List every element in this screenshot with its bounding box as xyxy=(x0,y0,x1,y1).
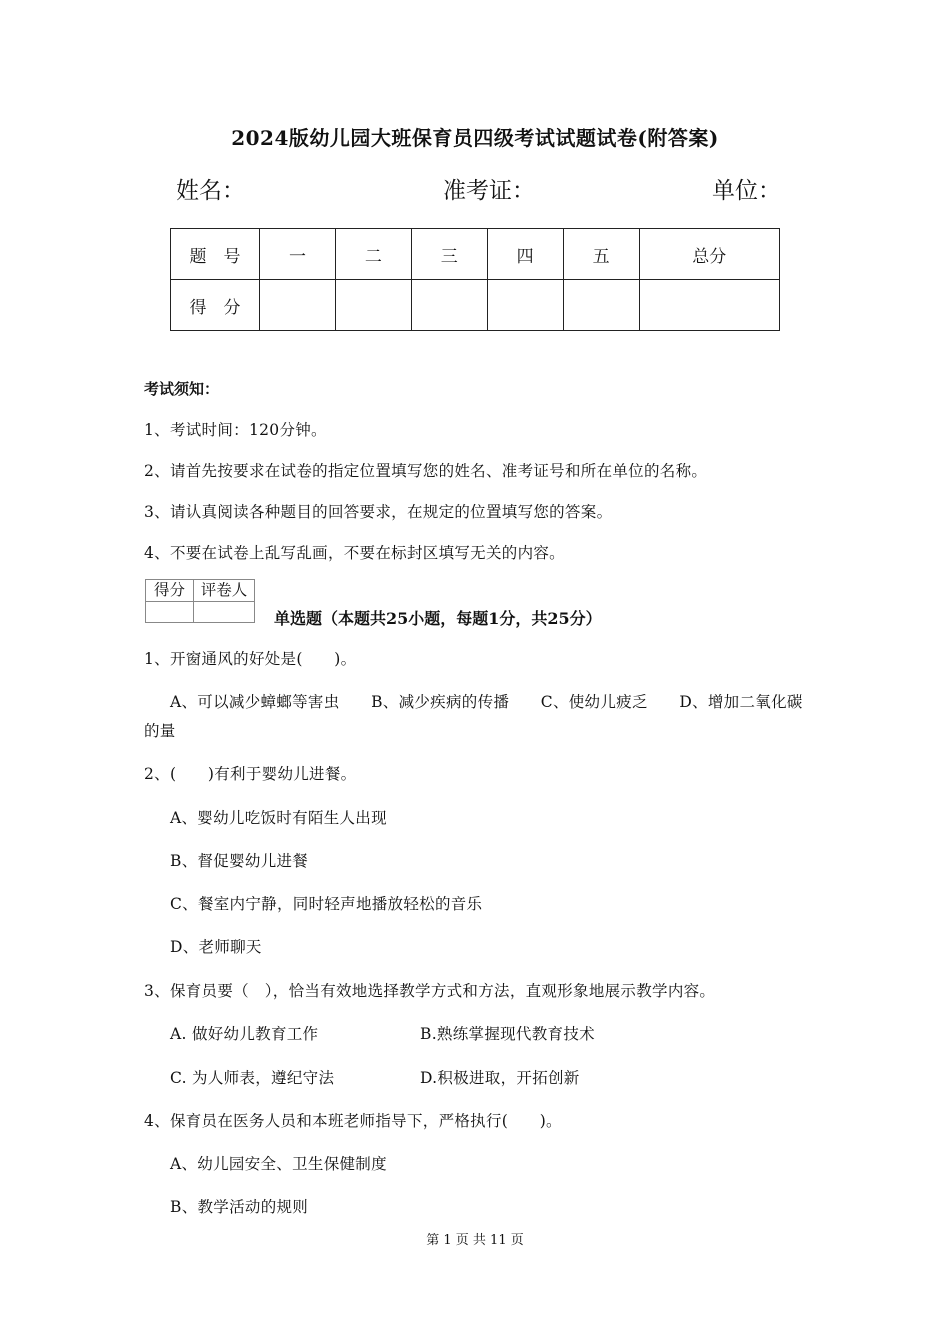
score-table-header-5: 五 xyxy=(563,229,639,280)
score-table xyxy=(170,228,780,331)
exam-id-label: 准考证： xyxy=(443,178,535,204)
notice-item: 4、不要在试卷上乱写乱画，不要在标封区填写无关的内容。 xyxy=(144,544,565,562)
scorer-grader-label: 评卷人 xyxy=(194,580,254,602)
scorer-box xyxy=(145,579,255,623)
question-options: A、可以减少蟑螂等害虫 B、减少疾病的传播 C、使幼儿疲乏 D、增加二氧化碳 xyxy=(170,693,803,711)
question-stem: 4、保育员在医务人员和本班老师指导下，严格执行( )。 xyxy=(144,1112,562,1130)
notice-heading: 考试须知： xyxy=(144,380,220,398)
option-a: A、婴幼儿吃饭时有陌生人出现 xyxy=(170,809,387,827)
unit-label: 单位： xyxy=(712,178,781,204)
score-table-header-4: 四 xyxy=(487,229,563,280)
score-cell xyxy=(639,280,779,331)
option-d: D、老师聊天 xyxy=(170,938,262,956)
score-table-header-row xyxy=(171,229,780,280)
option-b: B.熟练掌握现代教育技术 xyxy=(420,1025,595,1043)
score-table-row-label: 得 分 xyxy=(171,280,260,331)
question-stem: 1、开窗通风的好处是( )。 xyxy=(144,650,357,668)
scorer-divider xyxy=(193,602,194,622)
question-stem: 3、保育员要（ ），恰当有效地选择教学方式和方法，直观形象地展示教学内容。 xyxy=(144,982,716,1000)
score-table-header-total: 总分 xyxy=(639,229,779,280)
question-stem: 2、( )有利于婴幼儿进餐。 xyxy=(144,765,357,783)
score-cell xyxy=(487,280,563,331)
option-a: A、幼儿园安全、卫生保健制度 xyxy=(170,1155,387,1173)
scorer-score-label: 得分 xyxy=(146,580,194,602)
score-cell xyxy=(411,280,487,331)
name-label: 姓名： xyxy=(176,178,245,204)
option-b: B、督促婴幼儿进餐 xyxy=(170,852,309,870)
section-title: 单选题（本题共25小题，每题1分，共25分） xyxy=(274,609,602,628)
document-title: 2024版幼儿园大班保育员四级考试试题试卷(附答案) xyxy=(231,126,719,150)
option-b: B、教学活动的规则 xyxy=(170,1198,309,1216)
score-table-header-1: 一 xyxy=(260,229,336,280)
option-a: A. 做好幼儿教育工作 xyxy=(170,1025,319,1043)
score-table-score-row xyxy=(171,280,780,331)
score-table-header-3: 三 xyxy=(411,229,487,280)
question-options-continued: 的量 xyxy=(144,722,176,740)
option-c: C、餐室内宁静，同时轻声地播放轻松的音乐 xyxy=(170,895,483,913)
notice-item: 3、请认真阅读各种题目的回答要求，在规定的位置填写您的答案。 xyxy=(144,503,613,521)
score-table-header-label: 题 号 xyxy=(171,229,260,280)
notice-item: 2、请首先按要求在试卷的指定位置填写您的姓名、准考证号和所在单位的名称。 xyxy=(144,462,708,480)
option-c: C. 为人师表，遵纪守法 xyxy=(170,1069,335,1087)
score-cell xyxy=(563,280,639,331)
score-cell xyxy=(260,280,336,331)
page-footer: 第 1 页 共 11 页 xyxy=(426,1233,524,1248)
score-table-header-2: 二 xyxy=(335,229,411,280)
notice-item: 1、考试时间：120分钟。 xyxy=(144,421,327,439)
score-cell xyxy=(335,280,411,331)
option-d: D.积极进取，开拓创新 xyxy=(420,1069,580,1087)
